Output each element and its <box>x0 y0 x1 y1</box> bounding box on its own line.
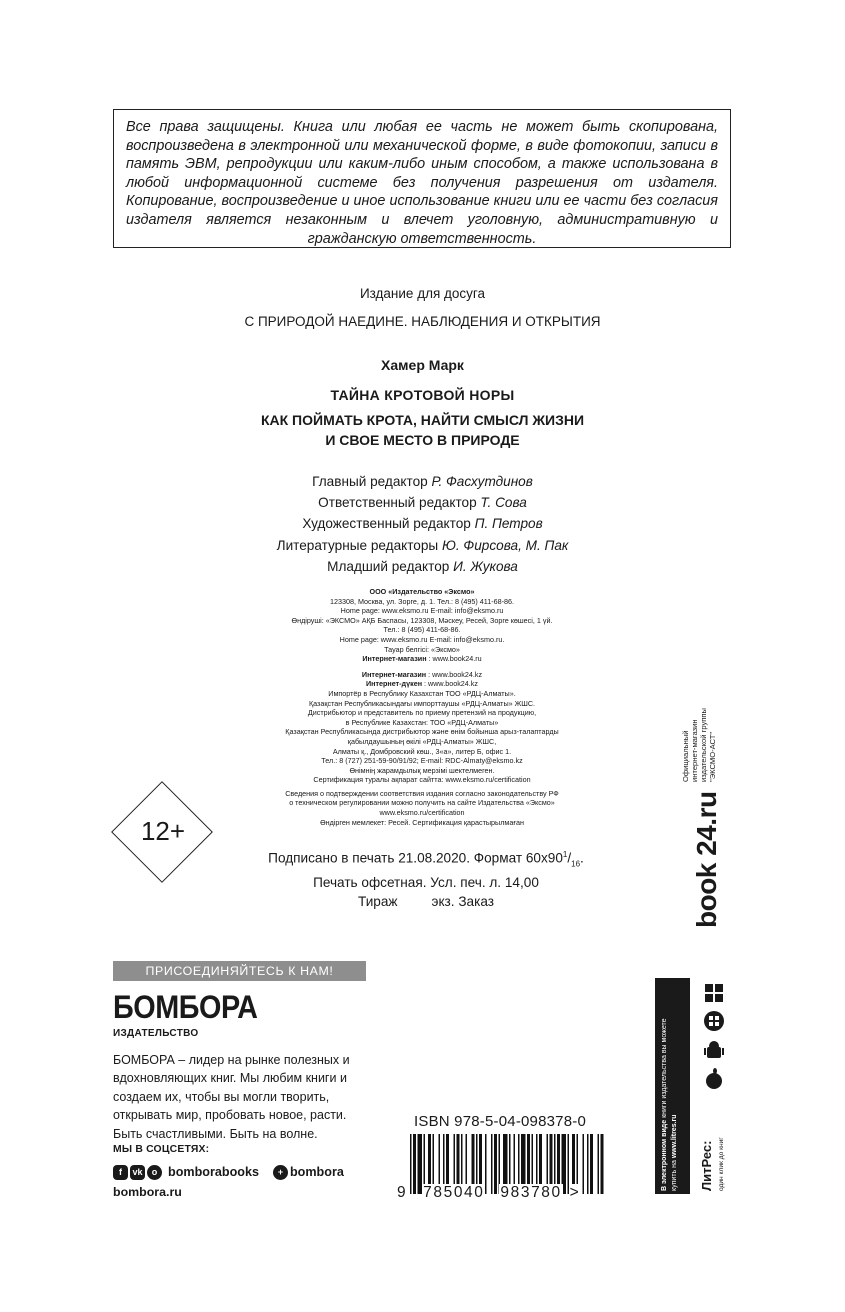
credit-role: Литературные редакторы <box>276 537 442 553</box>
barcode-bar <box>590 1134 593 1194</box>
social-row <box>113 1163 344 1181</box>
book24-caption: Официальный интернет-магазин издательской группы "ЭКСМО-АСТ" <box>681 708 717 782</box>
barcode-digits: 9 785040 983780 > <box>397 1184 581 1201</box>
android-icon <box>703 1040 725 1062</box>
book24-logo: book 24.ru <box>691 791 722 928</box>
credit-line <box>0 556 845 577</box>
pub-line: Қазақстан Республикасында дистрибьютор және өнім бойынша арыз-талаптарды <box>285 727 559 737</box>
pub-line: Интернет-дүкен : www.book24.kz <box>365 679 478 689</box>
pub-line: Интернет-магазин : www.book24.ru <box>362 654 482 664</box>
pub-line: www.eksmo.ru/certification <box>379 808 465 818</box>
subtitle-line-1: КАК ПОЙМАТЬ КРОТА, НАЙТИ СМЫСЛ ЖИЗНИ <box>260 412 585 428</box>
apple-icon <box>703 1068 725 1090</box>
vk-icon: vk <box>130 1165 145 1180</box>
pub-line: Home page: www.eksmo.ru E-mail: info@eksmo.ru. <box>339 634 505 644</box>
subtitle-line-2: И СВОЕ МЕСТО В ПРИРОДЕ <box>325 432 520 448</box>
credit-name: Т. Сова <box>480 495 527 511</box>
pub-line: Сертификация туралы ақпарат сайтта: www.eksmo.ru/certification <box>313 775 531 785</box>
credit-role: Главный редактор <box>312 474 432 489</box>
pub-line: Қазақстан Республикасындағы импорттаушы «РДЦ-Алматы» ЖШС. <box>308 698 536 708</box>
pub-line: Алматы қ., Домбровский көш., 3«а», литер Б, офис 1. <box>332 746 512 756</box>
barcode-bar <box>598 1134 600 1194</box>
credit-role: Художественный редактор <box>302 516 475 532</box>
pub-line: Тел.: 8 (727) 251-59-90/91/92; E-mail: RDC-Almaty@eksmo.kz <box>321 756 523 766</box>
bombora-logo: БОМБОРА <box>113 989 258 1025</box>
social-handle: bomborabooks <box>168 1165 259 1179</box>
bombora-site: bombora.ru <box>113 1185 182 1199</box>
credit-role: Младший редактор <box>327 558 454 574</box>
credit-line <box>0 535 845 556</box>
series-title: С ПРИРОДОЙ НАЕДИНЕ. НАБЛЮДЕНИЯ И ОТКРЫТИЯ <box>244 314 601 329</box>
age-rating: 12+ <box>140 816 186 846</box>
book-subtitle <box>0 410 845 450</box>
pub-line: Өндірген мемлекет: Ресей. Сертификация қарастырылмаған <box>320 817 524 827</box>
credit-line <box>0 513 845 534</box>
credit-line <box>0 492 845 513</box>
pub-line: 123308, Москва, ул. Зорге, д. 1. Тел.: 8 (495) 411-68-86. <box>329 596 515 606</box>
edition-type: Издание для досуга <box>359 286 486 301</box>
litres-logo: ЛитРес: <box>699 1140 714 1191</box>
barcode-bar <box>601 1134 604 1194</box>
pub-line: Интернет-магазин : www.book24.kz <box>361 669 483 679</box>
windows-phone-icon <box>703 1010 725 1032</box>
credit-name: Р. Фасхутдинов <box>431 474 533 489</box>
credit-name: И. Жукова <box>453 558 518 574</box>
pub-line: Тауар белгісі: «Эксмо» <box>384 644 460 654</box>
instagram-icon: o <box>147 1165 162 1180</box>
pub-line: Өндіруші: «ЭКСМО» АҚБ Баспасы, 123308, Мәскеу, Ресей, Зорге көшесі, 1 үй. <box>291 615 553 625</box>
pub-line: Сведения о подтверждении соответствия издания согласно законодательству РФ <box>285 788 559 798</box>
pub-line: в Республике Казахстан: ТОО «РДЦ-Алматы» <box>345 717 499 727</box>
credit-name: Ю. Фирсова, М. Пак <box>441 537 569 553</box>
pub-line: Импортёр в Республику Казахстан ТОО «РДЦ-Алматы». <box>328 688 516 698</box>
social-handle: bombora <box>289 1165 344 1179</box>
publisher-name: ООО «Издательство «Эксмо» <box>369 587 475 596</box>
bombora-description: БОМБОРА – лидер на рынке полезных и вдохновляющих книг. Мы любим книги и создаем их, чтобы вы могли творить, открывать мир, пробовать новое, расти. Быть счастливыми. Быть на волне. <box>113 1053 350 1141</box>
litres-text: В электронном виде книги издательства вы можете купить на www.litres.ru <box>661 1018 678 1191</box>
pub-line: қабылдаушының өкілі «РДЦ-Алматы» ЖШС, <box>347 736 497 746</box>
pub-line: Home page: www.eksmo.ru E-mail: info@eksmo.ru <box>340 606 504 616</box>
editorial-credits <box>0 471 845 577</box>
pub-line: Өнімнің жарамдылық мерзімі шектелмеген. <box>349 765 495 775</box>
credit-line <box>0 471 845 492</box>
pub-line: о техническом регулировании можно получить на сайте Издательства «Эксмо» <box>289 798 555 808</box>
book-title: ТАЙНА КРОТОВОЙ НОРЫ <box>330 387 515 403</box>
facebook-icon: f <box>113 1165 128 1180</box>
plus-icon: + <box>273 1165 288 1180</box>
credit-role: Ответственный редактор <box>318 495 481 511</box>
barcode-bar <box>583 1134 585 1194</box>
bombora-subtitle: ИЗДАТЕЛЬСТВО <box>113 1028 199 1039</box>
barcode-bar <box>587 1134 589 1194</box>
litres-tagline: один клик до книг <box>718 1137 725 1191</box>
print-offset: Печать офсетная. Усл. печ. л. 14,00 <box>313 875 539 891</box>
pub-line: Дистрибьютор и представитель по приему претензий на продукцию, <box>307 708 537 718</box>
windows-icon <box>703 982 725 1004</box>
pub-line: Тел.: 8 (495) 411-68-86. <box>383 625 461 635</box>
print-signed: Подписано в печать 21.08.2020. Формат $60х90^1/_{16}$. <box>268 850 584 869</box>
print-info <box>236 845 616 911</box>
print-run: Тираж экз. Заказ <box>358 894 494 910</box>
credit-name: П. Петров <box>474 516 543 532</box>
author-name: Хамер Марк <box>381 357 464 373</box>
social-title: МЫ В СОЦСЕТЯХ: <box>113 1144 210 1155</box>
rights-notice: Все права защищены. Книга или любая ее часть не может быть скопирована, воспроизведена в электронной или механической форме, в виде фотокопии, записи в память ЭВМ, репродукции или каким-либо иным способом, а также использована в любой информационной системе без получения разрешения от издателя. Копирование, воспроизведение и иное использование книги или ее части без согласия издателя является незаконным и влечет уголовную, административную и гражданскую ответственность. <box>113 109 731 248</box>
join-banner: ПРИСОЕДИНЯЙТЕСЬ К НАМ! <box>113 961 366 981</box>
publisher-info <box>232 587 612 827</box>
isbn-text: ISBN 978-5-04-098378-0 <box>414 1113 587 1130</box>
